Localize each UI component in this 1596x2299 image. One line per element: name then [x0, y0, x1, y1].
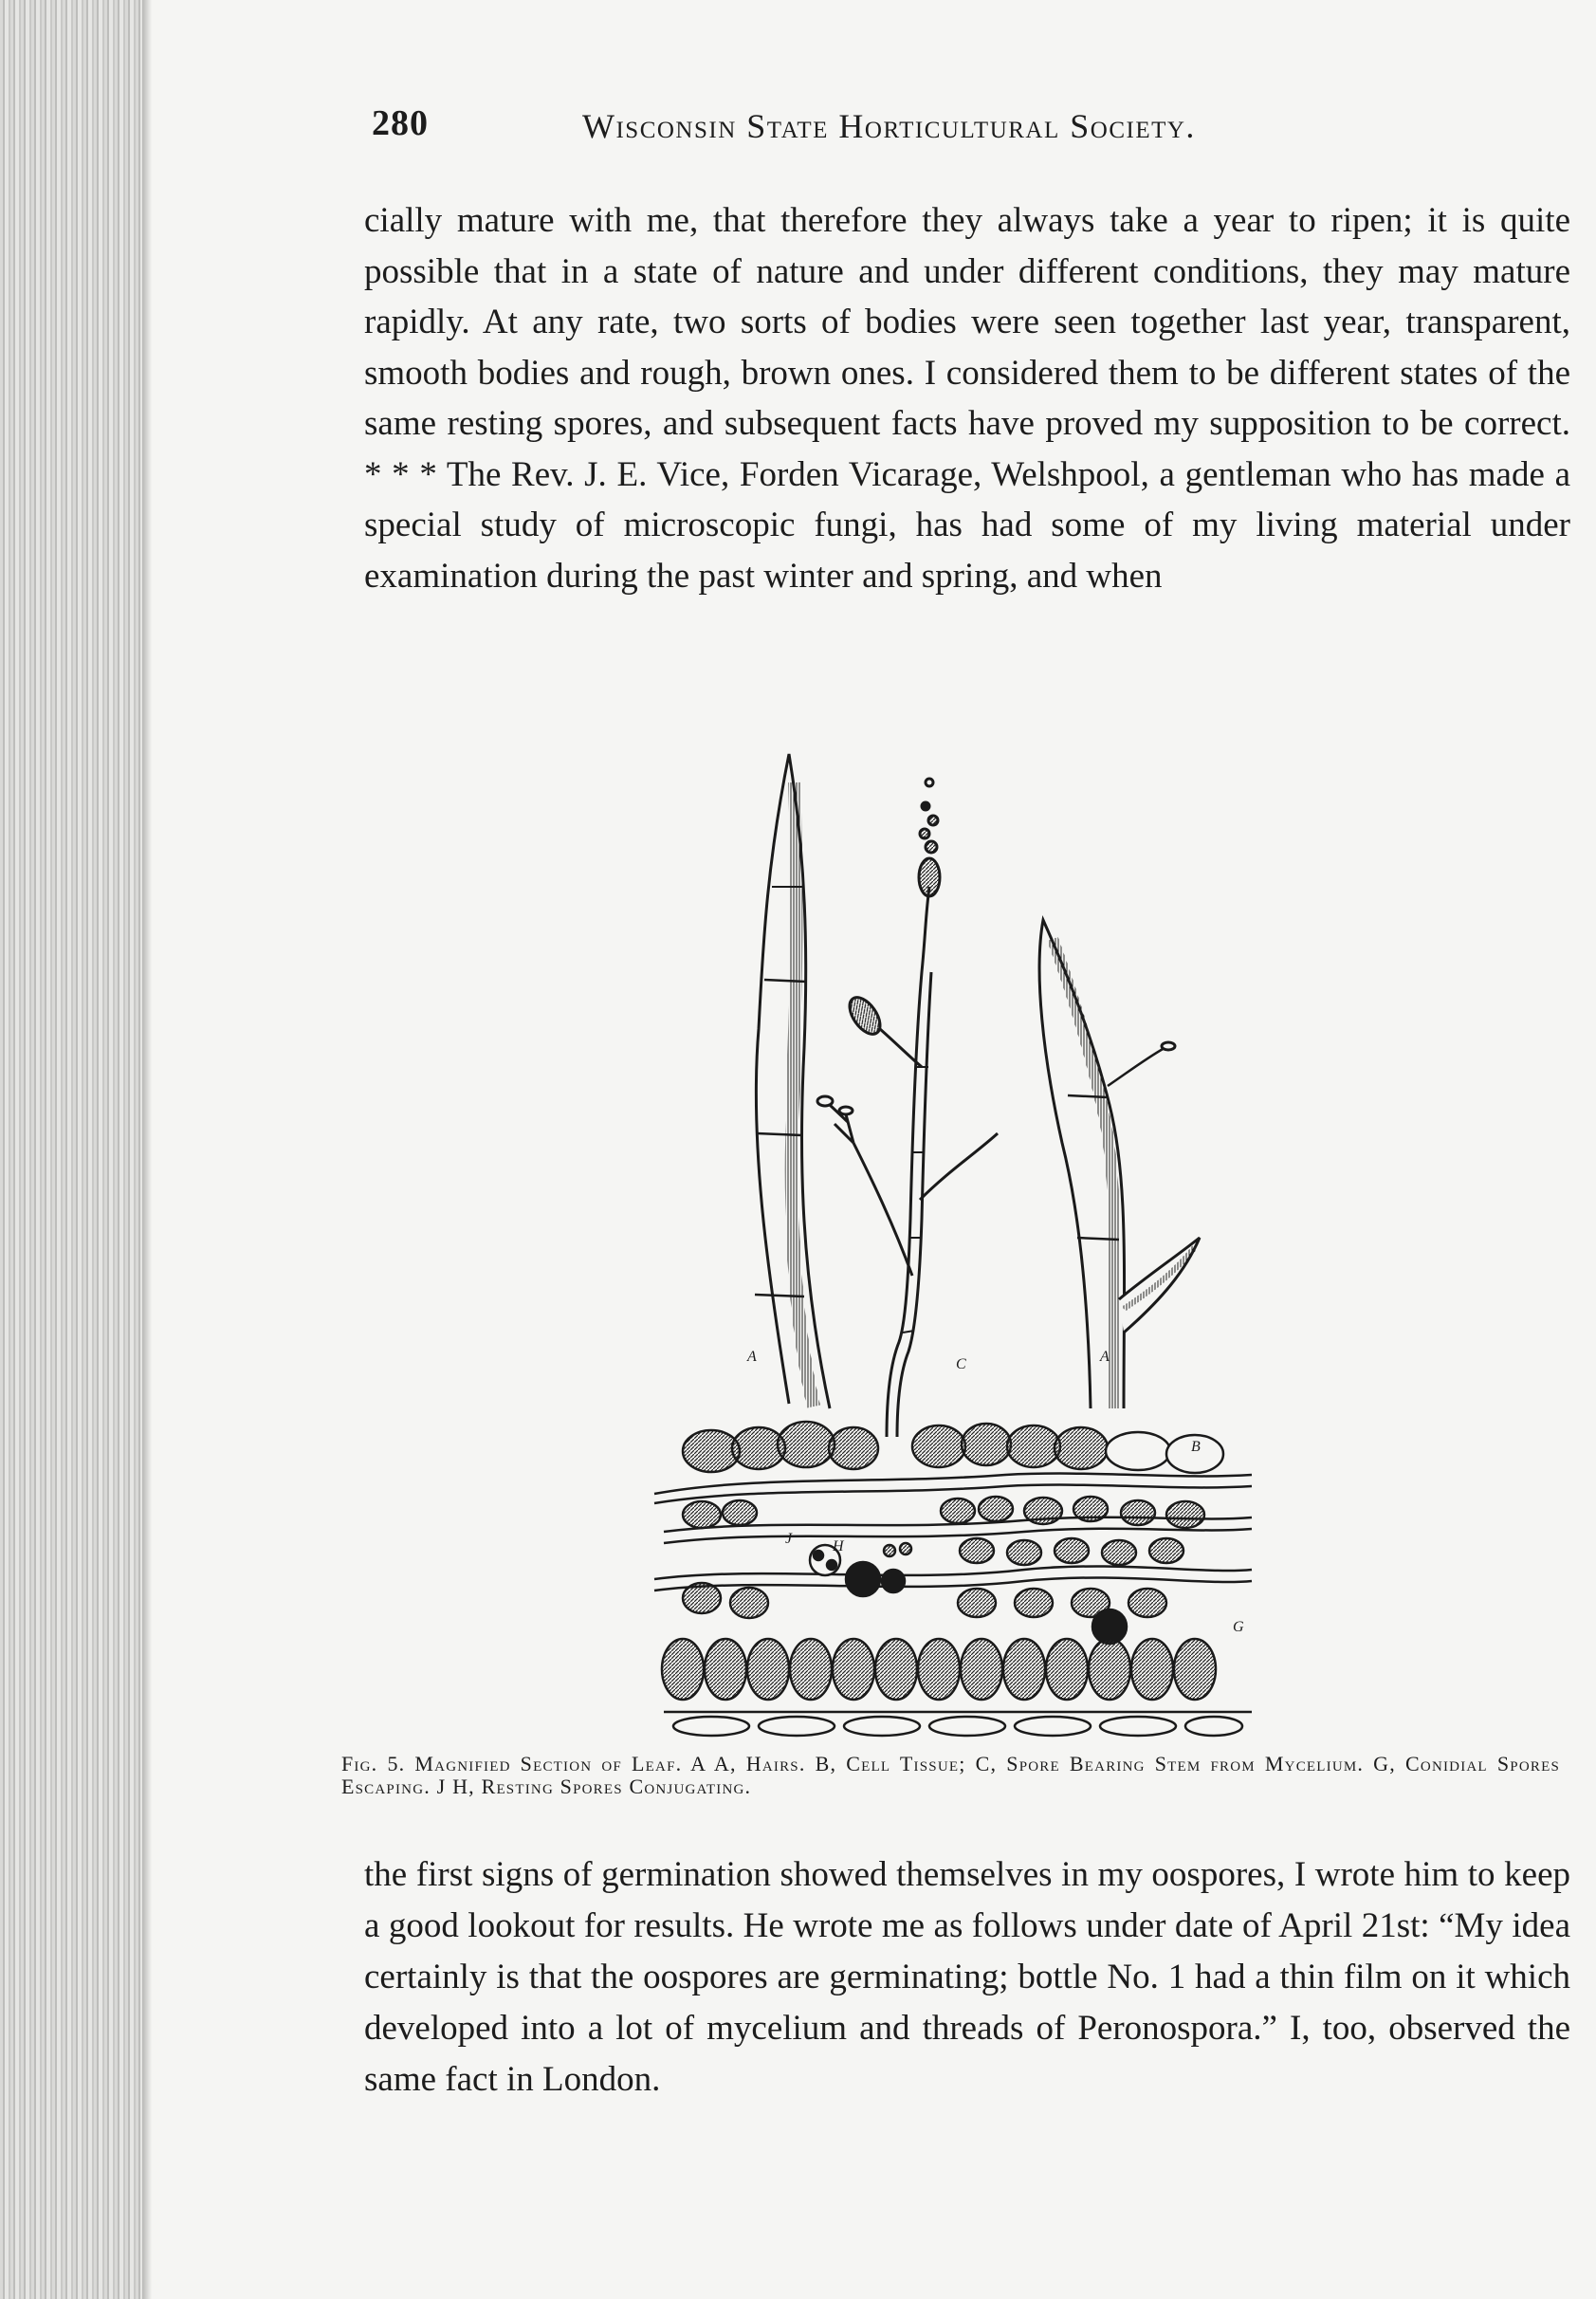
spine-shadow [142, 0, 152, 2299]
figure-caption: Fig. 5. Magnified Section of Leaf. A A, Hairs. B, Cell Tissue; C, Spore Bearing Stem from Mycelium. G, Conidial Spores Escaping. J H, Resting Spores Conjugating. [341, 1752, 1560, 1798]
epidermis-cells [683, 1422, 1223, 1473]
page-number: 280 [372, 103, 429, 143]
leaf-section-illustration [645, 745, 1271, 1759]
body-paragraph-top: cially mature with me, that therefore they always take a year to ripen; it is quite possible that in a state of nature and under different conditions, they may mature rapidly. At any rate, two sorts of bodies were seen together last year, transparent, smooth bodies and rough, brown ones. I considered them to be different states of the same resting spores, and subsequent facts have proved my supposition to be correct. * * * The Rev. J. E. Vice, Forden Vicarage, Welshpool, a gentleman who has made a special study of microscopic fungi, has had some of my living material under examination during the past winter and spring, and when [364, 201, 1570, 596]
label-c: C [956, 1356, 966, 1372]
mycelium-threads [654, 1474, 1252, 1591]
label-j: J [785, 1531, 793, 1547]
label-g: G [1233, 1619, 1244, 1635]
book-spine-edge [0, 0, 142, 2299]
label-h: H [833, 1538, 844, 1554]
body-paragraph-bottom: the first signs of germination showed themselves in my oospores, I wrote him to keep a good lookout for results. He wrote me as follows under date of April 21st: “My idea certainly is that the oospores are germinating; bottle No. 1 had a thin film on it which developed into a lot of mycelium and threads of Peronospora.” I, too, observed the same fact in London. [364, 1855, 1570, 2099]
label-a-right: A [1100, 1349, 1110, 1365]
hair-left [755, 754, 830, 1408]
lower-epidermis [664, 1712, 1252, 1736]
palisade-cells [662, 1639, 1216, 1700]
spore-bearing-stem [817, 779, 998, 1437]
label-a-left: A [747, 1349, 757, 1365]
label-b: B [1191, 1439, 1201, 1455]
running-head: Wisconsin State Horticultural Society. [582, 107, 1196, 145]
parenchyma-cells [683, 1497, 1204, 1618]
page-header [372, 102, 1415, 159]
hair-right [1039, 920, 1200, 1408]
